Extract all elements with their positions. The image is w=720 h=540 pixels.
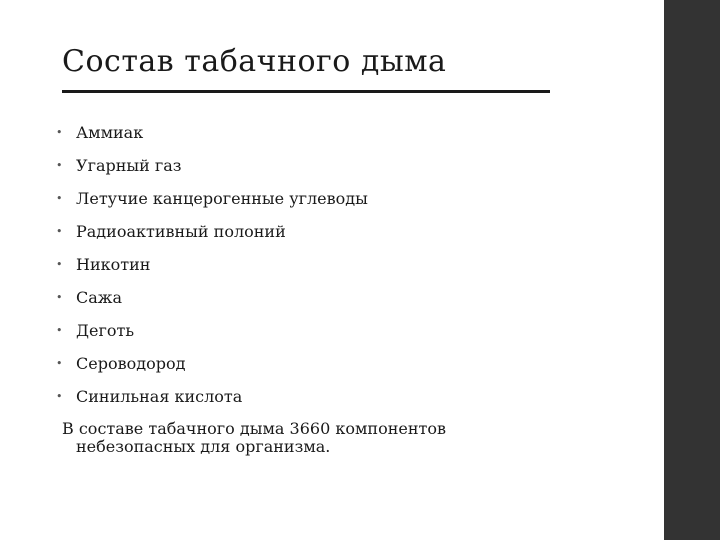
bullet-icon: • (56, 390, 63, 403)
bullet-icon: • (56, 291, 63, 304)
slide-title: Состав табачного дыма (62, 44, 447, 79)
list-item (56, 287, 368, 320)
bullet-icon: • (56, 126, 63, 139)
list-item (56, 122, 368, 155)
bullet-icon: • (56, 192, 63, 205)
bullet-text: Синильная кислота (76, 387, 243, 406)
list-item (56, 386, 368, 419)
bullet-icon: • (56, 258, 63, 271)
bullet-icon: • (56, 225, 63, 238)
list-item (56, 221, 368, 254)
bullet-icon: • (56, 357, 63, 370)
list-item (56, 320, 368, 353)
bullet-text: Аммиак (76, 123, 144, 142)
list-item (56, 188, 368, 221)
summary-note: В составе табачного дыма 3660 компонентов небезопасных для организма. (62, 419, 447, 456)
bullet-text: Сажа (76, 288, 123, 307)
list-item (56, 254, 368, 287)
title-underline (62, 90, 550, 93)
bullet-text: Угарный газ (76, 156, 182, 175)
bullet-list (56, 122, 368, 419)
side-accent-bar (664, 0, 720, 540)
list-item (56, 155, 368, 188)
bullet-icon: • (56, 159, 63, 172)
bullet-text: Радиоактивный полоний (76, 222, 286, 241)
list-item (56, 353, 368, 386)
bullet-text: Сероводород (76, 354, 186, 373)
bullet-text: Деготь (76, 321, 135, 340)
bullet-icon: • (56, 324, 63, 337)
bullet-text: Летучие канцерогенные углеводы (76, 189, 368, 208)
bullet-text: Никотин (76, 255, 151, 274)
